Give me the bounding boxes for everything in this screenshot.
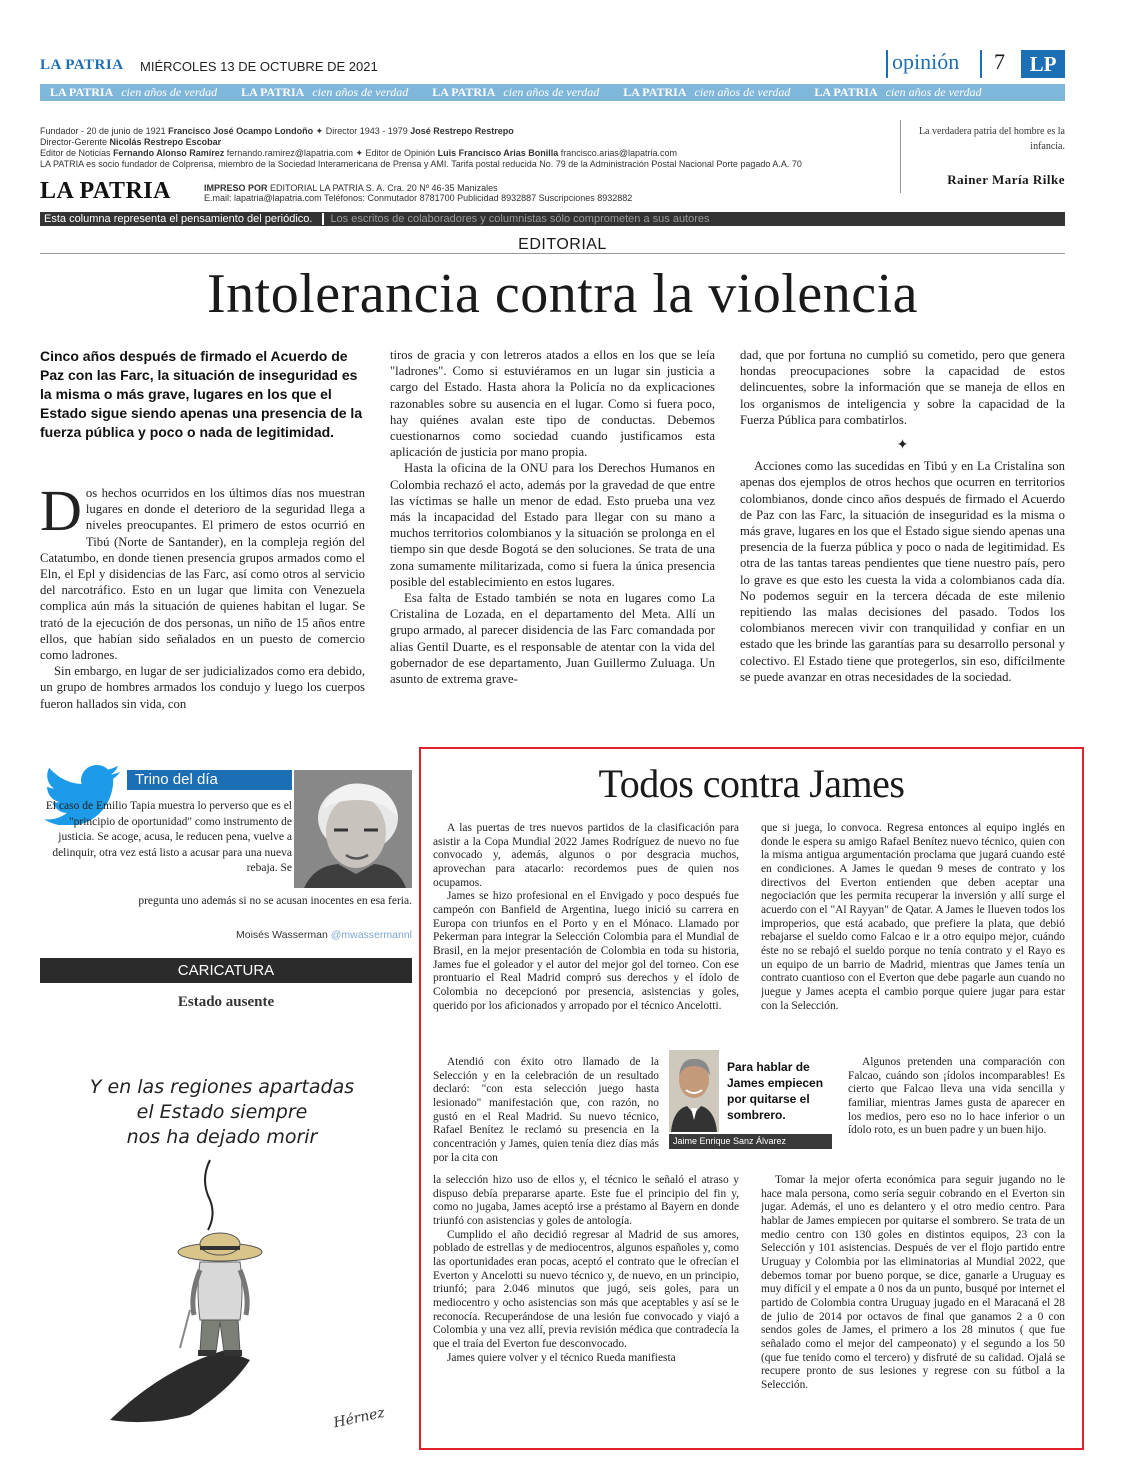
columnist-photo [294,770,412,888]
strip-motto: cien años de verdad [121,85,218,99]
column-text-4: que si juega, lo convoca. Regresa entonces al equipo inglés en donde le espera su amigo Rafael Benítez nuevo técnico, quien con la misma antigua argumentación proclama que jugará cuando esté en condiciones. A James le quedan 9 meses de contrato y los directivos del Everton entienden que deben aceptar una negociación que les permita recuperar la inversión y allí surge el acuerdo con el "Al Rayyan" de Qatar. A James le llueven todos los improperios, que está acabado, que prefiere la plata, que debió rebajarse el sueldo como Falcao e ir a otro equipo mejor, cuándo éste no se rebajó el sueldo porque no tenía contrato y el Rayo es un equipo de un barrio de Madrid, mientras que James tenía un contrato cuantioso con el Everton que debe pagarle aun cuando no juegue y James acepta el cambio porque quiere jugar para estar con la Selección. [761,822,1065,1012]
newspaper-logo: LA PATRIA [40,178,171,204]
section-name: opinión [892,49,960,74]
editorial-lead: Cinco años después de firmado el Acuerdo de Paz con las Farc, la situación de inseguridad es la misma o más grave, lugares en los que el Estado sigue siendo apenas una presencia de la fuerza pública y poco o nada de legitimidad. [40,348,363,440]
quote-text: La verdadera patria del hombre es la infancia. [918,126,1065,152]
strip-brand: LA PATRIA [432,85,496,99]
strip-motto: cien años de verdad [885,85,982,99]
strip-motto: cien años de verdad [503,85,600,99]
trino-text: El caso de Emilio Tapia muestra lo perverso que es el "principio de oportunidad" como instrumento de justicia. Se acoge, acusa, le reducen pena, vuelve a delinquir, otra vez está listo a acusar para una nueva rebaja. Se [45,800,292,875]
cartoon-signature: Hérnez [332,1404,387,1432]
column-text-5: Algunos pretenden una comparación con Falcao, cuándo son ¡ídolos incomparables! Es cierto que Falcao lleva una vida sencilla y familiar, mientras James gusta de aparecer en los medios, pero eso no lo hace inferior o un ídolo roto, es un buen padre y un buen hijo. [848,1056,1065,1137]
masthead-date: MIÉRCOLES 13 DE OCTUBRE DE 2021 [140,59,378,74]
cartoon-bubble-line-2: el Estado siempre [136,1101,308,1123]
trino-author [40,929,412,941]
editorial-headline: Intolerancia contra la violencia [207,263,918,325]
cartoon-bubble-line-1: Y en las regiones apartadas [89,1076,355,1098]
strip-brand: LA PATRIA [241,85,305,99]
strip-motto: cien años de verdad [312,85,409,99]
author-caption: Jaime Enrique Sanz Álvarez [669,1134,832,1149]
printer-info: IMPRESO POR EDITORIAL LA PATRIA S. A. Cra. 20 Nº 46-35 Manizales E.mail: lapatria@lapatria.com Teléfonos: Conmutador 8781700 Publicidad 8932887 Suscripciones 8932882 [204,183,633,203]
credits-block: Fundador - 20 de junio de 1921 Francisco José Ocampo Londoño ✦ Director 1943 - 1979 José Restrepo Restrepo Director-Gerente Nicolás Restrepo Escobar Editor de Noticias Fernando Alonso Ramírez fernando.ramirez@lapatria.com ✦ Editor de Opinión Luis Francisco Arias Bonilla francisco.arias@lapatria.com LA PATRIA es socio fundador de Colprensa, miembro de la Sociedad Interamericana de Prensa y AMI. Tarifa postal reducida No. 79 de la Administración Postal Nacional Porte pagado A.A. 70 [40,126,802,169]
strip-brand: LA PATRIA [50,85,114,99]
editorial-column-3: dad, que por fortuna no cumplió su cometido, pero que genera hondas preocupaciones sobre la capacidad de estos delincuentes, sobre la información que se maneja de ellos en los organismos de inteligencia y sobre la capacidad de la Fuerza Pública para combatirlos. ✦ Acciones como las sucedidas en Tibú y en La Cristalina son apenas dos ejemplos de otros hechos que ocurren en territorios colombianos, donde cinco años después de firmado el Acuerdo de Paz con las Farc, la situación de inseguridad es la misma o más grave, lugares en los que el Estado sigue siendo apenas una presencia de la fuerza pública y poco o nada de legitimidad. Es otra de las tantas tareas pendientes que tiene nuestro país, pero lo grave es que esto les cuesta la vida a colombianos cada día. No podemos seguir en la tercera década de este milenio repitiendo las malas decisiones del pasado. Todos los colombianos merecen vivir con tranquilidad y confiar en un estado que les brinde las garantías para su desarrollo personal y colectivo. El Estado tiene que protegerlos, sin eso, difícilmente se puede avanzar en otras necesidades de la sociedad. [740,348,1065,684]
cartoon-drawing [40,1030,412,1450]
strip-brand: LA PATRIA [623,85,687,99]
quote-author: Rainer María Rilke [947,172,1065,187]
page-number: 7 [994,49,1005,74]
trino-handle[interactable]: @mwassermannl [330,929,412,941]
trino-text-end: pregunta uno además si no se acusan inocentes en esa feria. [138,895,412,907]
pull-quote: Para hablar de James empiecen por quitarse el sombrero. [727,1060,824,1122]
cartoon-bubble-line-3: nos ha dejado morir [126,1126,318,1148]
editorial-column-1: Dos hechos ocurridos en los últimos días nos muestran lugares en donde el deterioro de la seguridad llega a niveles preocupantes. El primero de estos ocurrió en Tibú (Norte de Santander), en la compleja región del Catatumbo, en donde tienen presencia grupos armados como el Eln, el Epl y disidencias de las Farc, así como otros al servicio del narcotráfico. Esto en un lugar que limita con Venezuela complica aún más la situación de quienes habitan el lugar. Se trató de la ejecución de dos personas, un niño de 15 años entre ellos, que habían sido señalados en un puesto de comercio como ladrones. Sin embargo, en lugar de ser judicializados como era debido, un grupo de hombres armados los condujo y luego los cuerpos fueron hallados sin vida, con [40,485,365,711]
trino-label: Trino del día [127,770,292,790]
trino-author-name: Moisés Wasserman [236,929,328,941]
caricatura-title: Estado ausente [177,994,275,1010]
disclaimer-editorial: Esta columna representa el pensamiento del periódico. [40,213,324,225]
strip-brand: LA PATRIA [814,85,878,99]
section-divider [886,50,888,78]
lp-logo: LP [1021,50,1065,78]
fleuron-ornament: ✦ [896,438,909,454]
masthead-brand: LA PATRIA [40,57,124,73]
section-rule [40,253,1065,254]
column-text-1: A las puertas de tres nuevos partidos de la clasificación para asistir a la Copa Mundial 2022 James Rodríguez de nuevo no fue convocado y, además, algunos o por desgracia muchos, aprovechan para atacarlo: recordemos pues de quien nos ocupamos. James se hizo profesional en el Envigado y poco después fue campeón con Banfield de Argentina, luego inició su carrera en Europa con triunfos en el Porto y en el Mónaco. Llamado por Pekerman para integrar la Selección Colombia para el Mundial de Brasil, en la mejor presentación de Colombia en toda su historia, James fue el goleador y el autor del mejor gol del torneo. Con ese prontuario el Real Madrid compró sus derechos y el ídolo de Colombia no decepcionó por presencia, asistencias y goles, querido por los aficionados y arropado por el técnico Ancelotti. [433,822,739,1012]
strip-motto: cien años de verdad [694,85,791,99]
column-title: Todos contra James [598,761,905,806]
tagline-strip [40,84,1065,101]
disclaimer-columnists: Los escritos de colaboradores y columnistas sólo comprometen a sus autores [330,213,710,225]
author-photo [669,1050,719,1132]
column-text-3: la selección hizo uso de ellos y, el técnico le señaló el atraso y dispuso debía prepararse aparte. Este fue el principio del fin y, como no jugaba, James aceptó irse a préstamo al Bayern en donde triunfó con asistencias y goles de antología. Cumplido el año decidió regresar al Madrid de sus amores, poblado de estrellas y de mediocentros, algunos españoles y, como las oportunidades eran pocas, aceptó el contrato que le ofrecían el Everton y Ancelotti su nuevo técnico y, de nuevo, en un principio, triunfó; para 2.046 minutos que jugó, seis goles, para un mediocentro y ocho asistencias son más que aceptables y así se le reconocía. Recuperándose de una lesión fue convocado y viajó a Colombia y una vez allí, previa revisión médica que contradecía la que el traía del Everton fue desconvocado. James quiere volver y el técnico Rueda manifiesta [433,1174,739,1364]
editorial-column-2: tiros de gracia y con letreros atados a ellos en los que se leía "ladrones". Como si estuviéramos en un lugar sin justicia a cargo del Estado. Hasta ahora la Policía no da explicaciones razonables sobre su ausencia en el lugar. Como si fuera poco, hay quiénes avalan este tipo de conductas. Debemos cuestionarnos como sociedad cuando justificamos esta aplicación de justicia por mano propia. Hasta la oficina de la ONU para los Derechos Humanos en Colombia rechazó el acto, además por la gravedad de que entre las víctimas se halle un menor de edad. Esto prueba una vez más la incapacidad del Estado para llegar con su mano a muchos territorios colombianos y la situación se prolonga en el tiempo sin que desde Bogotá se den soluciones. Se trata de una zona sumamente militarizada, como si fuera la única presencia posible del establecimiento en estos lugares. Esa falta de Estado también se nota en lugares como La Cristalina de Lozada, en el departamento del Meta. Allí un grupo armado, al parecer disidencia de las Farc comandada por alias Gentil Duarte, es el responsable de atentar con la vida del gobernador de ese departamento, Juan Guillermo Zuluaga. Un asunto de extrema grave- [390,348,715,687]
disclaimer-bar [40,212,1065,226]
section-label: EDITORIAL [518,236,607,253]
section-divider [980,50,982,78]
column-text-6: Tomar la mejor oferta económica para seguir jugando no le hace mala persona, como sería seguir cobrando en el Everton sin jugar. Además, el uno es delantero y el otro medio centro. Para hablar de James empiecen por quitarse el sombrero. Se trata de un medio centro con 130 goles en distintos equipos, 23 con la Selección y 101 asistencias. Después de ver el flojo partido entre Uruguay y Colombia por las eliminatorias al Mundial 2022, que debemos tomar por bueno porque, se dice, ganarle a Uruguay es muy difícil y el empate a 0 nos da un punto, busqué por internet el partido de Colombia contra Uruguay jugado en el Maracaná el 28 de julio de 2014 por octavos de final que ganamos 2 a 0 con sendos goles de James, el primero a los 28 minutos ( que fue señalado como el mejor del campeonato) y el segundo a los 50 (que fue tenido como el tercero) y disfruté de su calidad. Ojalá se recupere pronto de sus lesiones y regrese con su fútbol a la Selección. [761,1174,1065,1391]
column-text-2: Atendió con éxito otro llamado de la Selección y en la celebración de un resultado declaró: "con esta selección juego hasta lesionado" manifestación que, con razón, no gustó en el Real Madrid. Su nuevo técnico, Rafael Benítez le reclamó su presencia en la concentración y James, quien tenía diez días más por la cita con [433,1056,659,1164]
caricatura-label: CARICATURA [40,958,412,983]
drop-cap: D [40,485,82,543]
